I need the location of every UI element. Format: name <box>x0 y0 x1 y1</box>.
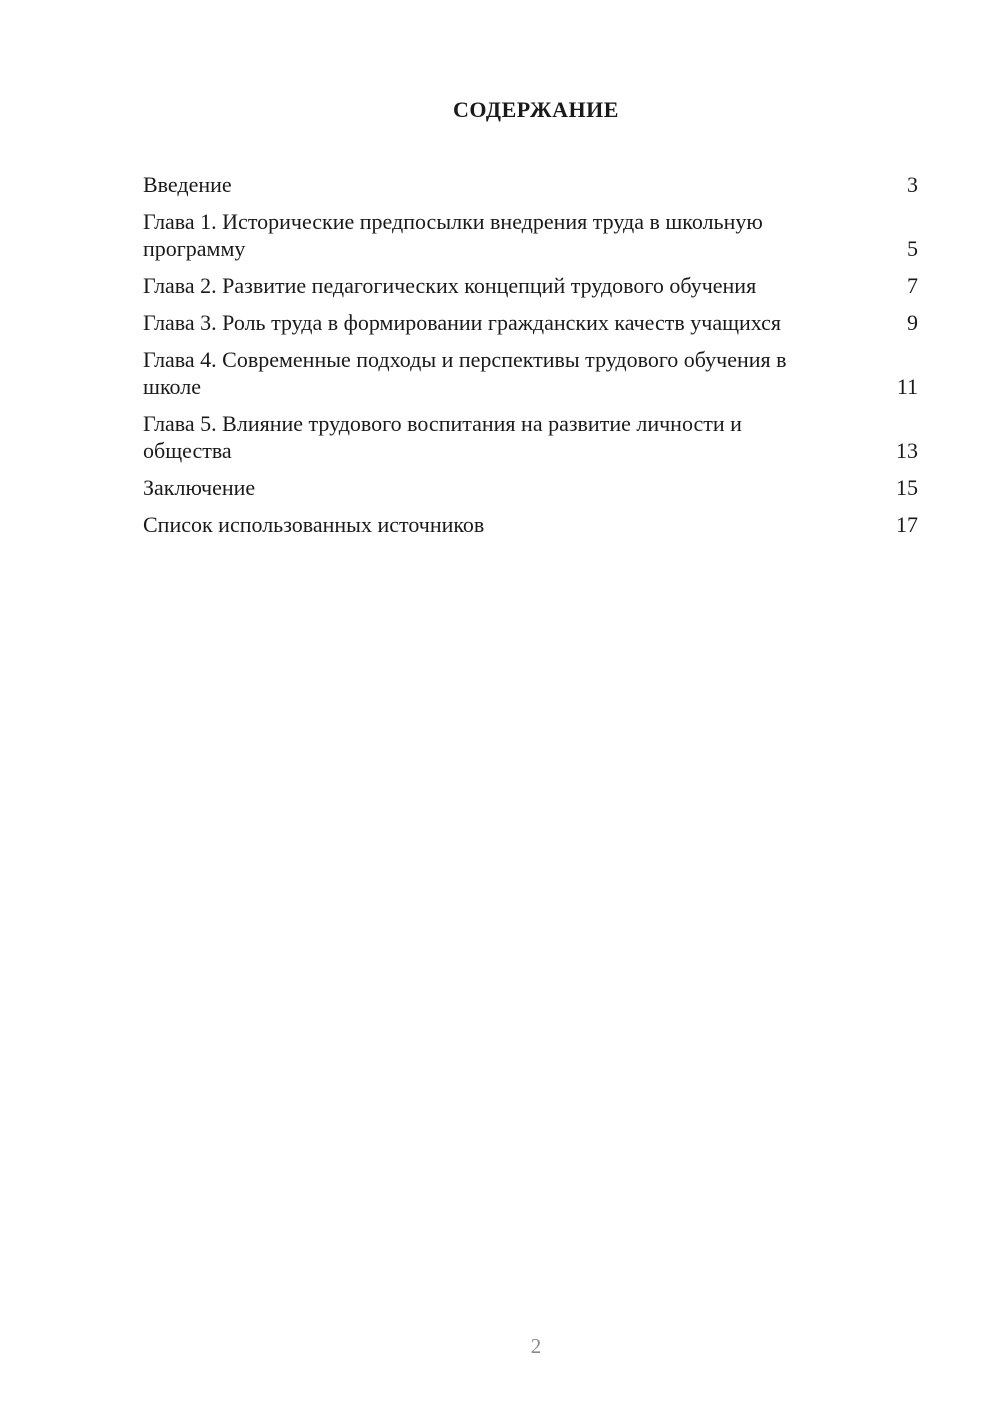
toc-entry-page-number: 7 <box>907 273 918 298</box>
toc-entry-label: Глава 2. Развитие педагогических концепций трудового обучения <box>143 273 757 298</box>
toc-entry-page-number: 9 <box>907 310 918 335</box>
toc-entry-label: Список использованных источников <box>143 512 485 537</box>
toc-entry-label: Заключение <box>143 475 256 500</box>
toc-entry-page-number: 15 <box>896 475 918 500</box>
toc-entry-page-number: 11 <box>896 374 918 399</box>
toc-entry-page-number: 5 <box>907 236 918 261</box>
page-number: 2 <box>530 1334 542 1358</box>
toc-entry-page-number: 13 <box>896 438 918 463</box>
toc-entry-label: Глава 4. Современные подходы и перспективы трудового обучения в школе <box>143 347 787 399</box>
table-of-contents <box>143 171 918 548</box>
toc-entry-chapter-4[interactable] <box>143 346 918 400</box>
page-title: СОДЕРЖАНИЕ <box>453 97 619 122</box>
toc-entry-label: Введение <box>143 172 232 197</box>
toc-entry-conclusion[interactable] <box>143 474 918 501</box>
toc-entry-label: Глава 3. Роль труда в формировании гражданских качеств учащихся <box>143 310 782 335</box>
toc-entry-label: Глава 5. Влияние трудового воспитания на развитие личности и общества <box>143 411 742 463</box>
toc-entry-page-number: 3 <box>907 172 918 197</box>
toc-entry-page-number: 17 <box>896 512 918 537</box>
toc-entry-chapter-2[interactable] <box>143 272 918 299</box>
toc-entry-label: Глава 1. Исторические предпосылки внедрения труда в школьную программу <box>143 209 763 261</box>
toc-entry-references[interactable] <box>143 511 918 538</box>
toc-entry-chapter-3[interactable] <box>143 309 918 336</box>
toc-entry-introduction[interactable] <box>143 171 918 198</box>
toc-entry-chapter-5[interactable] <box>143 410 918 464</box>
toc-entry-chapter-1[interactable] <box>143 208 918 262</box>
